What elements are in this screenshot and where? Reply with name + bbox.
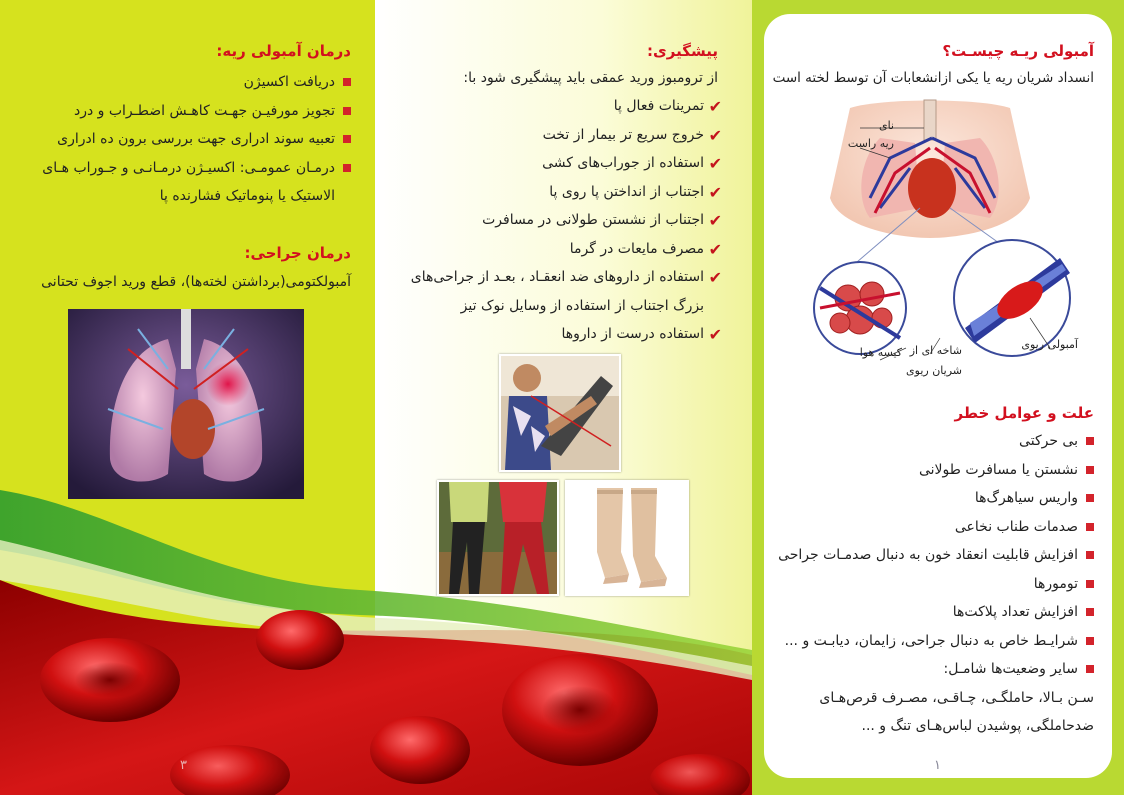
list-item: ✔ تمرینات فعال پا xyxy=(411,92,720,121)
causes-list xyxy=(778,427,1094,741)
panel-page-1 xyxy=(752,0,1124,795)
label-embolism: آمبولی ریوی xyxy=(1021,338,1078,351)
bullet-icon xyxy=(343,78,351,86)
surgery-title: درمان جراحی: xyxy=(244,244,351,262)
bullet-icon xyxy=(343,107,351,115)
bullet-icon xyxy=(1086,665,1094,673)
treatment-title: درمان آمبولی ریه: xyxy=(216,42,351,60)
content-card xyxy=(764,14,1112,778)
what-title: آمبولی ریـه چیسـت؟ xyxy=(942,42,1094,60)
prevention-intro: از ترومبوز ورید عمقی باید پیشگیری شود با: xyxy=(463,70,718,86)
what-text: انسداد شریان ریه یا یکی ازانشعابات آن توسط لخته است xyxy=(772,70,1094,86)
leg-exercise-photo xyxy=(499,354,621,472)
list-item: درمـان عمومـی: اکسیـژن درمـانـی و جـوراب هـای xyxy=(42,154,351,183)
list-item: ✔ اجتناب از نشستن طولانی در مسافرت xyxy=(411,206,720,235)
list-item: دریافت اکسیژن xyxy=(42,68,351,97)
list-item: تعبیه سوند ادراری جهت بررسی برون ده ادراری xyxy=(42,125,351,154)
prevention-list xyxy=(411,92,720,349)
bullet-icon xyxy=(343,135,351,143)
prevention-title: پیشگیری: xyxy=(647,42,718,60)
list-item: افزایش قابلیت انعقاد خون به دنبال صدمـات جراحی xyxy=(778,541,1094,570)
list-item: واریس سیاهرگ‌ها xyxy=(778,484,1094,513)
list-item-continued: بزرگ اجتناب از استفاده از وسایل نوک تیز xyxy=(460,297,704,314)
list-item: سایر وضعیت‌ها شامـل: xyxy=(778,655,1094,684)
bullet-icon xyxy=(1086,466,1094,474)
check-icon: ✔ xyxy=(708,239,722,259)
check-icon: ✔ xyxy=(708,154,722,173)
page-number: ۳ xyxy=(180,758,187,773)
bullet-icon xyxy=(1086,580,1094,588)
check-icon: ✔ xyxy=(708,125,722,145)
page-number: ۱ xyxy=(934,758,941,773)
label-branch: شاخه ای از xyxy=(909,344,962,357)
bullet-icon xyxy=(1086,551,1094,559)
bullet-icon xyxy=(1086,608,1094,616)
check-icon: ✔ xyxy=(708,97,722,116)
list-item: صدمات طناب نخاعی xyxy=(778,513,1094,542)
list-item: ✔ اجتناب از انداختن پا روی پا xyxy=(411,178,720,207)
label-trachea: نای xyxy=(878,119,894,132)
check-icon: ✔ xyxy=(708,268,722,287)
list-item: تومورها xyxy=(778,570,1094,599)
list-item: افزایش تعداد پلاکت‌ها xyxy=(778,598,1094,627)
bullet-icon xyxy=(1086,523,1094,531)
list-item: ✔ استفاده از داروهای ضد انعقـاد ، بعـد از جراحی‌های xyxy=(411,263,720,292)
list-item: ✔ خروج سریع تر بیمار از تخت xyxy=(411,121,720,150)
label-right-lung: ریه راست xyxy=(847,137,894,150)
list-item-continued: ضدحاملگی، پوشیدن لباس‌هـای تنگ و ... xyxy=(861,718,1094,734)
bullet-icon xyxy=(1086,494,1094,502)
bullet-icon xyxy=(1086,437,1094,445)
bullet-icon xyxy=(343,164,351,172)
list-item-continued: سـن بـالا، حاملگـی، چـاقـی، مصـرف قرص‌هـای xyxy=(819,689,1094,706)
list-item-continued: الاستیک یا پنوماتیک فشارنده پا xyxy=(159,188,335,204)
list-item: ✔ استفاده از جوراب‌های کشی xyxy=(411,149,720,178)
check-icon: ✔ xyxy=(708,182,722,202)
bullet-icon xyxy=(1086,637,1094,645)
label-pulmonary-artery: شریان ریوی xyxy=(906,364,962,377)
list-item: تجویز مورفیـن جهـت کاهـش اضطـراب و درد xyxy=(42,97,351,126)
list-item: ✔ استفاده درست از داروها xyxy=(411,320,720,349)
check-icon: ✔ xyxy=(708,211,722,230)
list-item: نشستن یا مسافرت طولانی xyxy=(778,456,1094,485)
list-item: بی حرکتی xyxy=(778,427,1094,456)
blood-cells-image xyxy=(0,480,752,795)
list-item: ✔ مصرف مایعات در گرما xyxy=(411,235,720,264)
causes-title: علت و عوامل خطر xyxy=(954,404,1094,422)
lungs-heart-image xyxy=(68,309,304,499)
surgery-text: آمبولکتومی(برداشتن لخته‌ها)، قطع ورید اجوف تحتانی xyxy=(41,274,351,290)
treatment-list xyxy=(42,68,351,211)
list-item: شرایـط خاص به دنبال جراحی، زایمان، دیابـت و ... xyxy=(778,627,1094,656)
label-air-sac: کیسه هوا xyxy=(859,346,902,359)
check-icon: ✔ xyxy=(708,325,722,344)
